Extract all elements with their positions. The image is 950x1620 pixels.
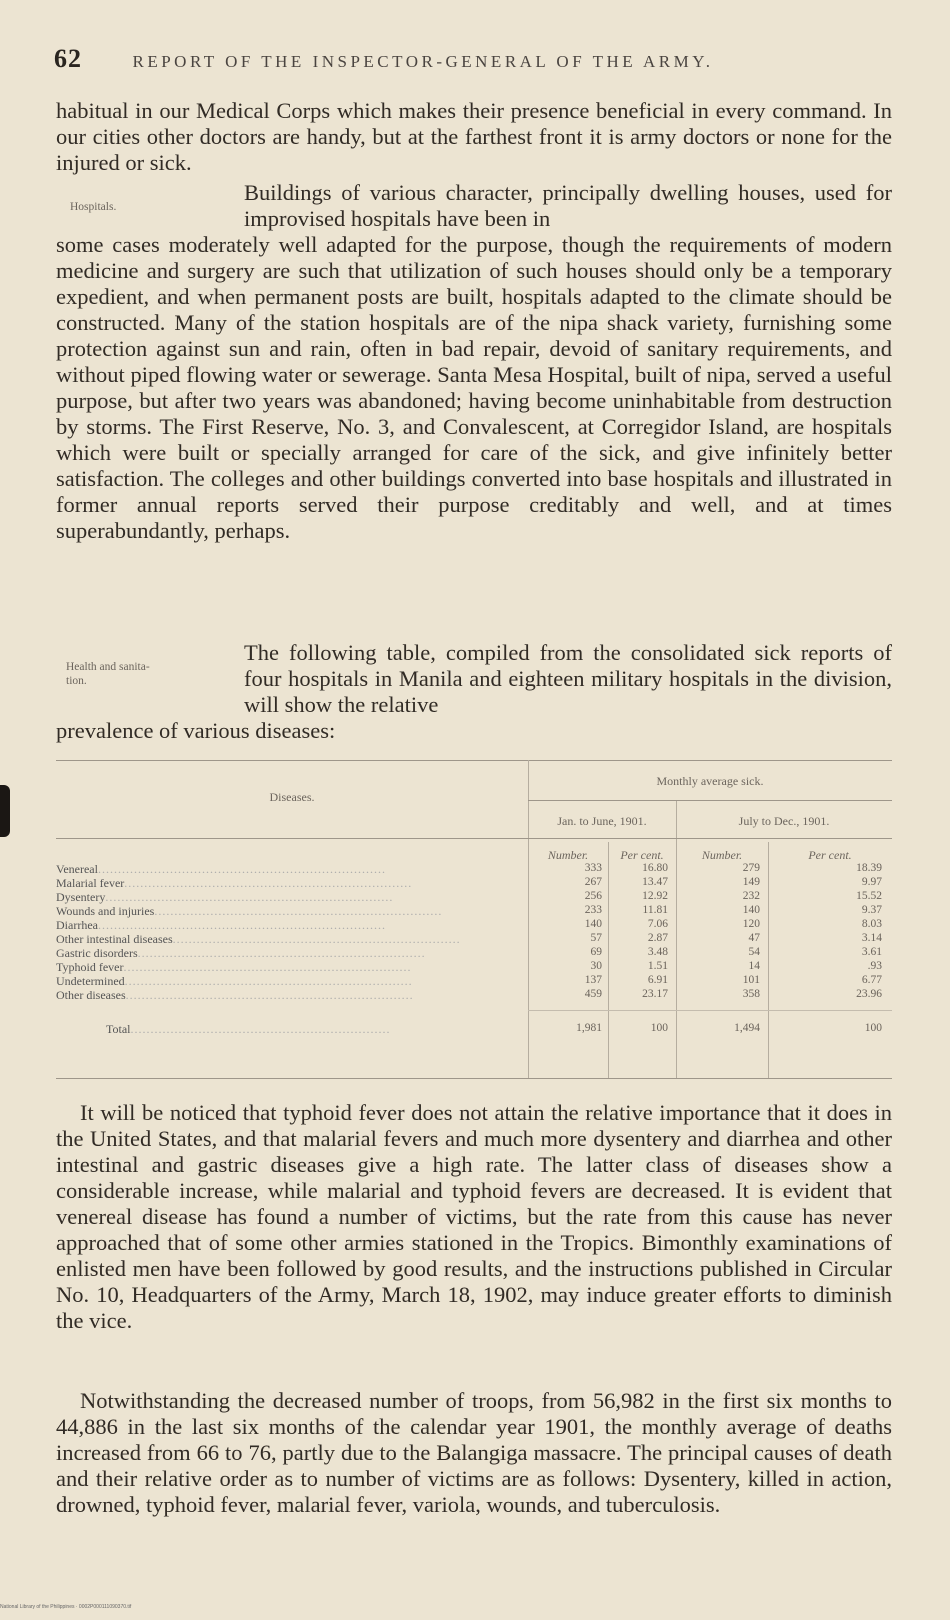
number-cell: 233 [584, 904, 602, 916]
number-subheader-1: Number. [547, 848, 589, 862]
sidenote-hospitals: Hospitals. [70, 201, 117, 213]
percent-cell: 8.03 [861, 918, 882, 930]
number-cell: 140 [742, 904, 760, 916]
disease-label: Undetermined [56, 974, 125, 988]
disease-label: Malarial fever [56, 876, 125, 890]
percent-cell: 1.51 [647, 960, 668, 972]
percent-subheader-2: Per cent. [808, 848, 852, 862]
percent-cell: 6.77 [861, 974, 882, 986]
disease-label: Other diseases [56, 988, 126, 1002]
percent-cell: 3.14 [861, 932, 882, 944]
running-title: REPORT OF THE INSPECTOR-GENERAL OF THE ARMY. [132, 52, 714, 71]
number-cell: 120 [742, 918, 760, 930]
number-cell: 459 [584, 988, 602, 1000]
number-cell: 54 [748, 946, 760, 958]
number-cell: 256 [584, 890, 602, 902]
number-cell: 47 [748, 932, 760, 944]
total-percent-cell: 100 [864, 1022, 882, 1034]
monthly-average-header: Monthly average sick. [656, 774, 764, 788]
disease-label: Typhoid fever [56, 960, 124, 974]
sidenote-health-line2: tion. [66, 675, 87, 687]
disease-label: Dysentery [56, 890, 106, 904]
table-period-rule [676, 800, 677, 1078]
number-cell: 358 [742, 988, 760, 1000]
total-label: Total [106, 1022, 131, 1036]
table-sub-rule-2 [768, 842, 769, 1078]
percent-cell: 7.06 [647, 918, 668, 930]
disease-label: Venereal [56, 862, 98, 876]
percent-cell: 6.91 [647, 974, 668, 986]
percent-cell: 13.47 [642, 876, 668, 888]
diseases-column-header: Diseases. [269, 790, 315, 804]
disease-label: Wounds and injuries [56, 904, 155, 918]
number-subheader-2: Number. [701, 848, 743, 862]
paragraph-3-first: The following table, compiled from the consolidated sick reports of four hospitals in Manila and eighteen military hospitals in the division, will show the relative [244, 640, 892, 717]
sidenote-health-sanitation [66, 660, 150, 688]
disease-label: Diarrhea [56, 918, 98, 932]
period-2-header: July to Dec., 1901. [738, 814, 830, 828]
number-cell: 14 [748, 960, 760, 972]
number-cell: 69 [590, 946, 602, 958]
disease-label: Gastric disorders [56, 946, 138, 960]
table-header-rule [56, 838, 892, 839]
percent-cell: 2.87 [647, 932, 668, 944]
paragraph-3: prevalence of various diseases: [56, 718, 336, 743]
number-cell: 267 [584, 876, 602, 888]
table-bottom-rule [56, 1078, 892, 1079]
percent-cell: 15.52 [856, 890, 882, 902]
paragraph-4: It will be noticed that typhoid fever does not attain the relative importance that it does in the United States, and that malarial fevers and much more dysentery and diarrhea and other intestinal and gastric diseases give a high rate. The latter class of diseases show a considerable increase, while malarial and typhoid fevers are decreased. It is evident that venereal disease has found a number of victims, but the rate from this cause has never approached that of some other armies stationed in the Tropics. Bimonthly examinations of enlisted men have been followed by good results, and the instructions published in Circular No. 10, Headquarters of the Army, March 18, 1902, may induce greater efforts to diminish the vice. [56, 1100, 892, 1333]
number-cell: 333 [584, 862, 602, 874]
scan-footer: National Library of the Philippines · 0002P000111090370.tif [0, 1604, 132, 1610]
percent-cell: 3.61 [861, 946, 882, 958]
disease-table: Diseases. Monthly average sick. Jan. to June, 1901. July to Dec., 1901. Number. Per cent. Number. Per cent. Venereal........................................................................ 333 16.80 279 18.39 Malarial fever........................................................................ 267 13.47 149 9.97 Dysentery........................................................................ 256 12.92 232 15.52 Wounds and injuries........................................................................ 233 11.81 140 9.37 Diarrhea........................................................................ 140 7.06 120 8.03 Other intestinal diseases........................................................................ 57 2.87 47 3.14 Gastric disorders........................................................................ 69 3.48 54 3.61 Typhoid fever........................................................................ 30 1.51 14 .93 Undetermined........................................................................ 137 6.91 101 6.77 Other diseases........................................................................ 459 23.17 358 23.96 Total................................................................. 1,981 100 1,494 100 [56, 760, 892, 1085]
percent-cell: 23.96 [856, 988, 882, 1000]
table-group-rule [528, 800, 892, 801]
percent-cell: 9.37 [861, 904, 882, 916]
paragraph-1: habitual in our Medical Corps which makes their presence beneficial in every command. In our cities other doctors are handy, but at the farthest front it is army doctors or none for the injured or sick. [56, 98, 892, 175]
number-cell: 101 [742, 974, 760, 986]
table-sub-rule-1 [608, 842, 609, 1078]
paragraph-5: Notwithstanding the decreased number of troops, from 56,982 in the first six months to 44,886 in the last six months of the calendar year 1901, the monthly average of deaths increased from 66 to 76, partly due to the Balangiga massacre. The principal causes of death and their relative order as to number of victims are as follows: Dysentery, killed in action, drowned, typhoid fever, malarial fever, variola, wounds, and tuberculosis. [56, 1388, 892, 1517]
number-cell: 279 [742, 862, 760, 874]
binding-edge-mark [0, 785, 10, 837]
number-cell: 232 [742, 890, 760, 902]
number-cell: 140 [584, 918, 602, 930]
paragraph-2: some cases moderately well adapted for the purpose, though the requirements of modern medicine and surgery are such that utilization of such houses should only be a temporary expedient, and when permanent posts are built, hospitals adapted to the climate should be constructed. Many of the station hospitals are of the nipa shack variety, furnishing some protection against sun and rain, often in bad repair, devoid of sanitary requirements, and without piped flowing water or sewerage. Santa Mesa Hospital, built of nipa, served a useful purpose, but after two years was abandoned; having become uninhabitable from destruction by storms. The First Reserve, No. 3, and Convalescent, at Corregidor Island, are hospitals which were built or specially arranged for care of the sick, and give infinitely better satisfaction. The colleges and other buildings converted into base hospitals and illustrated in former annual reports served their purpose creditably and well, and at times superabundantly, perhaps. [56, 232, 892, 543]
number-cell: 137 [584, 974, 602, 986]
number-cell: 57 [590, 932, 602, 944]
page-number: 62 [54, 44, 82, 73]
total-number-cell: 1,494 [734, 1022, 760, 1034]
percent-cell: 16.80 [642, 862, 668, 874]
total-number-cell: 1,981 [576, 1022, 602, 1034]
percent-cell: 12.92 [642, 890, 668, 902]
percent-cell: 23.17 [642, 988, 668, 1000]
sidenote-health-line1: Health and sanita- [66, 661, 150, 673]
period-1-header: Jan. to June, 1901. [557, 814, 647, 828]
paragraph-2-first: Buildings of various character, principally dwelling houses, used for improvised hospitals have been in [244, 180, 892, 231]
percent-cell: 18.39 [856, 862, 882, 874]
percent-cell: 9.97 [861, 876, 882, 888]
disease-label: Other intestinal diseases [56, 932, 173, 946]
total-percent-cell: 100 [650, 1022, 668, 1034]
percent-cell: 11.81 [642, 904, 668, 916]
total-rule [528, 1010, 892, 1011]
table-top-rule [56, 760, 892, 761]
percent-cell: .93 [867, 960, 882, 972]
percent-subheader-1: Per cent. [620, 848, 664, 862]
running-header [54, 44, 894, 74]
percent-cell: 3.48 [647, 946, 668, 958]
table-column-rule [528, 760, 529, 1078]
number-cell: 30 [590, 960, 602, 972]
number-cell: 149 [742, 876, 760, 888]
